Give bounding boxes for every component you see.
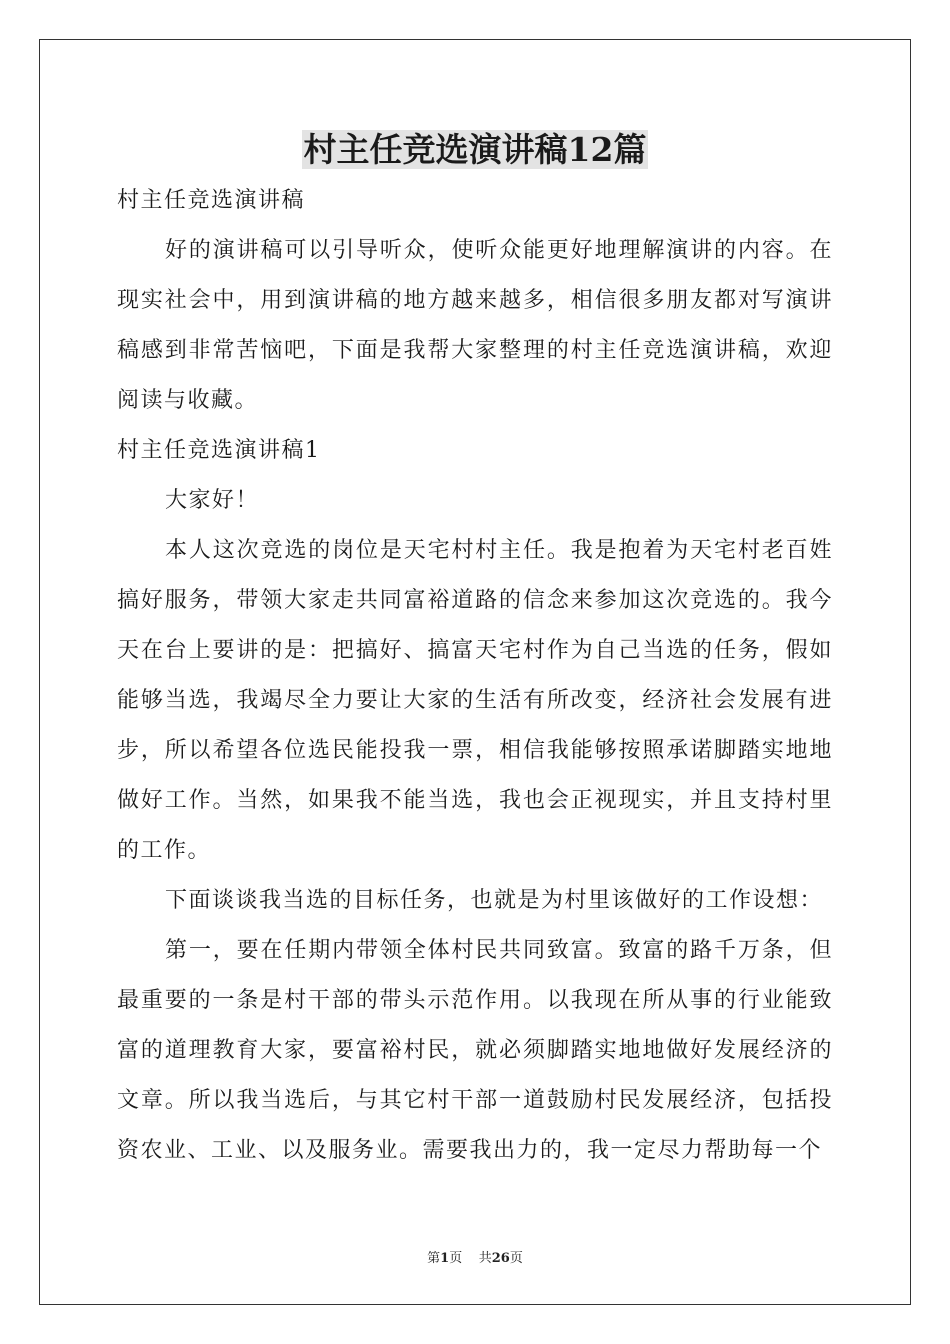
- footer-page-mid: 页 共: [449, 1251, 492, 1266]
- body-paragraph: 第一，要在任期内带领全体村民共同致富。致富的路千万条，但最重要的一条是村干部的带头示范作用。以我现在所从事的行业能致富的道理教育大家，要富裕村民，就必须脚踏实地地做好发展经济的文章。所以我当选后，与其它村干部一道鼓励村民发展经济，包括投资农业、工业、以及服务业。需要我出力的，我一定尽力帮助每一个: [117, 938, 833, 1163]
- page-footer: [0, 1247, 950, 1266]
- footer-page-suffix: 页: [509, 1251, 523, 1266]
- footer-page-total: 26: [491, 1251, 510, 1266]
- document-title-text: 村主任竞选演讲稿12篇: [303, 130, 647, 169]
- document-body: [117, 176, 833, 1176]
- body-paragraph: 本人这次竞选的岗位是天宅村村主任。我是抱着为天宅村老百姓搞好服务，带领大家走共同富裕道路的信念来参加这次竞选的。我今天在台上要讲的是：把搞好、搞富天宅村作为自己当选的任务，假如能够当选，我竭尽全力要让大家的生活有所改变，经济社会发展有进步，所以希望各位选民能投我一票，相信我能够按照承诺脚踏实地地做好工作。当然，如果我不能当选，我也会正视现实，并且支持村里的工作。: [117, 538, 833, 863]
- footer-page-prefix: 第: [427, 1251, 441, 1266]
- body-paragraph: 大家好！: [165, 488, 260, 513]
- document-title: [0, 124, 950, 176]
- body-paragraph: 下面谈谈我当选的目标任务，也就是为村里该做好的工作设想：: [165, 888, 824, 913]
- body-paragraph: 村主任竞选演讲稿1: [117, 438, 321, 463]
- footer-page-current: 1: [440, 1251, 450, 1266]
- body-paragraph: 好的演讲稿可以引导听众，使听众能更好地理解演讲的内容。在现实社会中，用到演讲稿的地方越来越多，相信很多朋友都对写演讲稿感到非常苦恼吧，下面是我帮大家整理的村主任竞选演讲稿，欢迎阅读与收藏。: [117, 238, 833, 413]
- body-paragraph: 村主任竞选演讲稿: [117, 188, 306, 213]
